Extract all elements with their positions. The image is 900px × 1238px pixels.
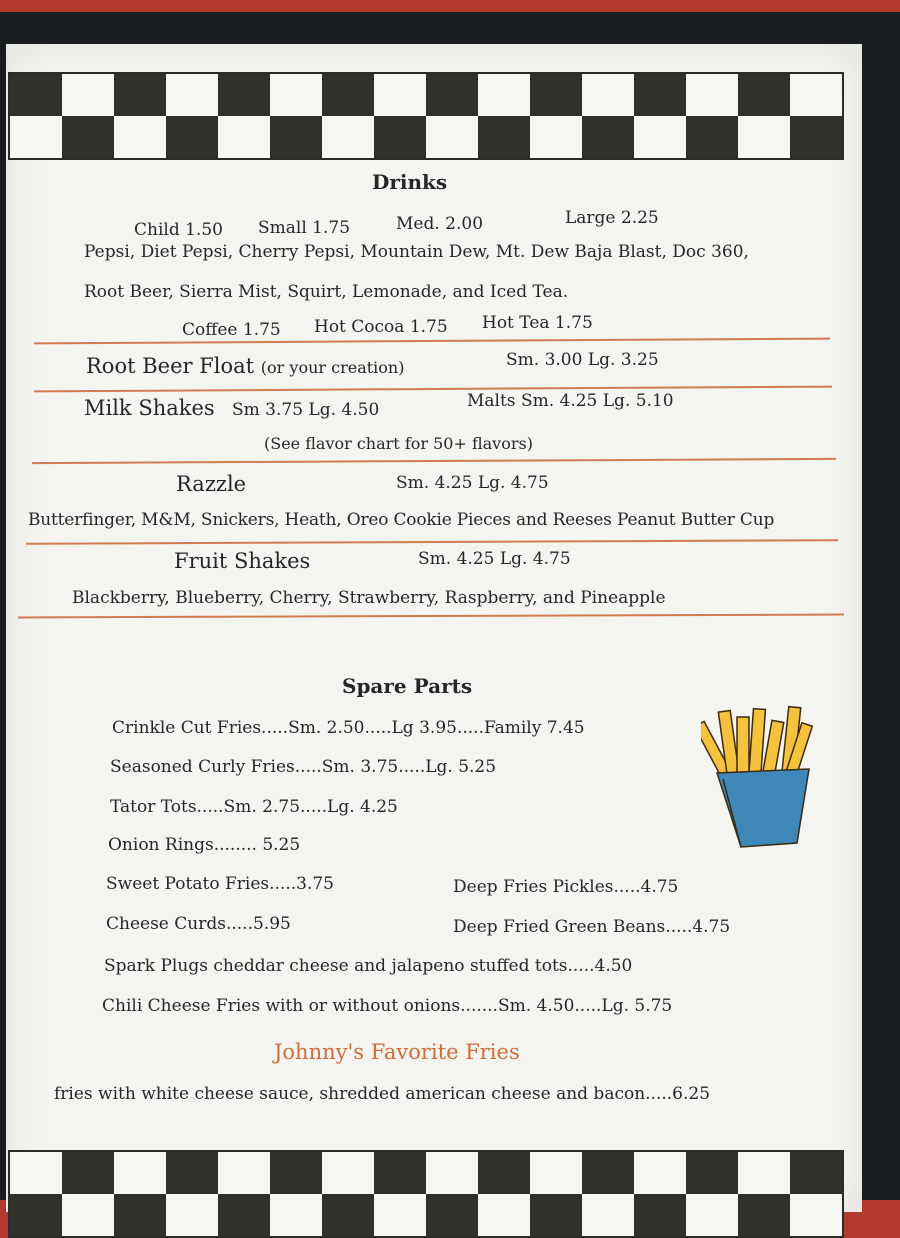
fruit-shakes-items: Blackberry, Blueberry, Cherry, Strawberry, Raspberry, and Pineapple — [72, 588, 666, 608]
checker-square — [738, 116, 790, 158]
size-small: Small 1.75 — [258, 218, 351, 238]
checker-square — [426, 74, 478, 116]
sodas-line-1: Pepsi, Diet Pepsi, Cherry Pepsi, Mountain Dew, Mt. Dew Baja Blast, Doc 360, — [84, 242, 749, 262]
checker-square — [322, 116, 374, 158]
checker-square — [634, 116, 686, 158]
checker-square — [10, 116, 62, 158]
checker-square — [322, 1152, 374, 1194]
favorite-fries-title: Johnny's Favorite Fries — [274, 1040, 520, 1064]
checker-square — [10, 1152, 62, 1194]
checker-square — [582, 116, 634, 158]
checker-square — [62, 1152, 114, 1194]
checker-square — [10, 1194, 62, 1236]
divider — [34, 338, 830, 344]
checker-square — [426, 1152, 478, 1194]
checker-border-bottom — [8, 1150, 844, 1238]
checker-square — [790, 74, 842, 116]
checker-square — [166, 74, 218, 116]
checker-square — [218, 74, 270, 116]
checker-square — [686, 116, 738, 158]
checker-square — [738, 1194, 790, 1236]
checker-square — [738, 1152, 790, 1194]
checker-square — [582, 74, 634, 116]
razzle-prices: Sm. 4.25 Lg. 4.75 — [396, 473, 549, 493]
checker-square — [374, 1194, 426, 1236]
checker-square — [62, 116, 114, 158]
checker-square — [634, 1194, 686, 1236]
milk-shakes-name: Milk Shakes — [84, 396, 215, 420]
checker-square — [738, 74, 790, 116]
checker-square — [322, 74, 374, 116]
checker-square — [218, 1152, 270, 1194]
milk-shakes-prices: Sm 3.75 Lg. 4.50 — [232, 400, 380, 420]
checker-square — [166, 116, 218, 158]
checker-square — [530, 1194, 582, 1236]
checker-square — [322, 1194, 374, 1236]
divider — [32, 458, 836, 464]
checker-square — [478, 116, 530, 158]
checker-square — [582, 1152, 634, 1194]
menu-item: Crinkle Cut Fries.....Sm. 2.50.....Lg 3.95.....Family 7.45 — [112, 718, 585, 738]
malts-prices: Malts Sm. 4.25 Lg. 5.10 — [467, 391, 674, 411]
checker-square — [426, 116, 478, 158]
checker-square — [270, 116, 322, 158]
checker-square — [374, 116, 426, 158]
menu-item: Onion Rings........ 5.25 — [108, 835, 301, 855]
checker-square — [478, 1194, 530, 1236]
menu-item: Tator Tots.....Sm. 2.75.....Lg. 4.25 — [110, 797, 398, 817]
checker-square — [634, 74, 686, 116]
menu-item: Spark Plugs cheddar cheese and jalapeno stuffed tots.....4.50 — [104, 956, 633, 976]
checker-square — [686, 1194, 738, 1236]
checker-square — [10, 74, 62, 116]
root-beer-float-note: (or your creation) — [260, 358, 405, 377]
checker-square — [270, 74, 322, 116]
checker-square — [62, 74, 114, 116]
checker-square — [270, 1152, 322, 1194]
checker-border-top — [8, 72, 844, 160]
checker-square — [790, 116, 842, 158]
checker-square — [686, 74, 738, 116]
checker-square — [426, 1194, 478, 1236]
checker-square — [270, 1194, 322, 1236]
divider — [18, 614, 844, 618]
checker-square — [374, 1152, 426, 1194]
checker-square — [478, 74, 530, 116]
french-fries-icon — [701, 699, 816, 849]
checker-square — [166, 1152, 218, 1194]
sodas-line-2: Root Beer, Sierra Mist, Squirt, Lemonade, and Iced Tea. — [84, 282, 569, 302]
checker-square — [530, 74, 582, 116]
checker-square — [374, 74, 426, 116]
checker-square — [114, 116, 166, 158]
checker-square — [218, 116, 270, 158]
menu-item: Cheese Curds.....5.95 — [106, 914, 291, 934]
checker-square — [634, 1152, 686, 1194]
divider — [34, 386, 832, 392]
menu-item: Deep Fries Pickles.....4.75 — [453, 877, 679, 897]
divider — [26, 539, 838, 544]
checker-square — [478, 1152, 530, 1194]
checker-square — [114, 1194, 166, 1236]
root-beer-float-name — [86, 354, 404, 378]
checker-square — [62, 1194, 114, 1236]
flavor-note: (See flavor chart for 50+ flavors) — [264, 434, 533, 453]
coffee-price: Coffee 1.75 — [182, 320, 281, 340]
menu-item: Sweet Potato Fries.....3.75 — [106, 874, 334, 894]
size-child: Child 1.50 — [134, 220, 223, 240]
checker-square — [530, 116, 582, 158]
fruit-shakes-name: Fruit Shakes — [174, 549, 311, 573]
checker-square — [530, 1152, 582, 1194]
hot-cocoa-price: Hot Cocoa 1.75 — [314, 317, 448, 337]
checker-square — [790, 1194, 842, 1236]
menu-item: Deep Fried Green Beans.....4.75 — [453, 917, 731, 937]
menu-page — [6, 44, 862, 1212]
size-large: Large 2.25 — [565, 208, 659, 228]
menu-item: Seasoned Curly Fries.....Sm. 3.75.....Lg. 5.25 — [110, 757, 497, 777]
checker-square — [114, 74, 166, 116]
checker-square — [166, 1194, 218, 1236]
checker-square — [686, 1152, 738, 1194]
checker-square — [582, 1194, 634, 1236]
spare-parts-title: Spare Parts — [342, 674, 473, 698]
root-beer-float-prices: Sm. 3.00 Lg. 3.25 — [506, 350, 659, 370]
root-beer-float-label: Root Beer Float — [86, 354, 255, 378]
razzle-items: Butterfinger, M&M, Snickers, Heath, Oreo Cookie Pieces and Reeses Peanut Butter Cup — [28, 510, 775, 530]
menu-binder — [0, 12, 900, 1200]
checker-square — [114, 1152, 166, 1194]
hot-tea-price: Hot Tea 1.75 — [482, 313, 593, 333]
razzle-name: Razzle — [176, 472, 247, 496]
checker-square — [790, 1152, 842, 1194]
size-med: Med. 2.00 — [396, 214, 484, 234]
favorite-fries-description: fries with white cheese sauce, shredded american cheese and bacon.....6.25 — [54, 1084, 711, 1104]
checker-square — [218, 1194, 270, 1236]
fruit-shakes-prices: Sm. 4.25 Lg. 4.75 — [418, 549, 571, 569]
drinks-title: Drinks — [372, 170, 448, 194]
menu-item: Chili Cheese Fries with or without onions.......Sm. 4.50.....Lg. 5.75 — [102, 996, 673, 1016]
